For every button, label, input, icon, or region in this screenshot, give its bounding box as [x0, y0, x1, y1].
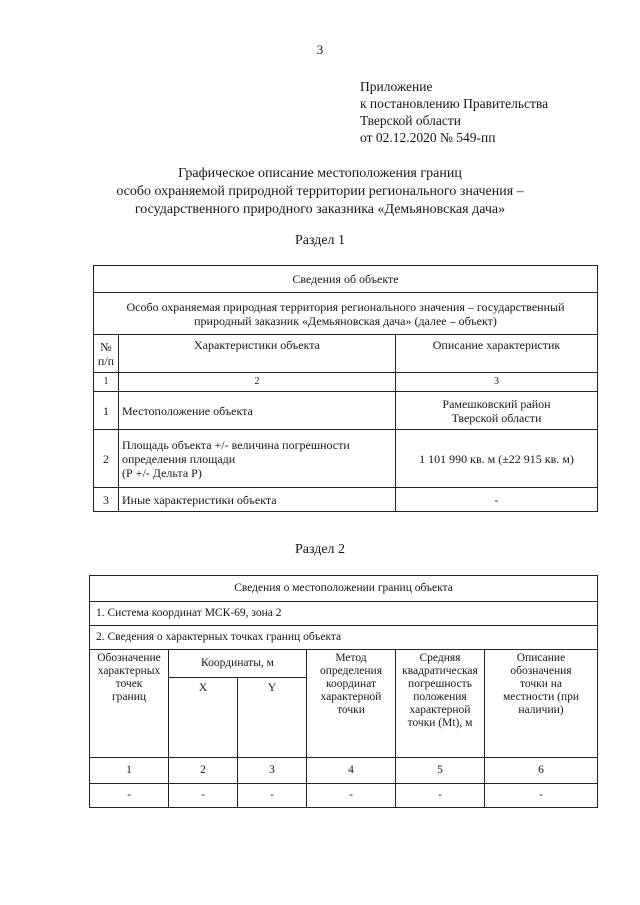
appendix-line: Приложение	[360, 79, 433, 94]
row-characteristic: Местоположение объекта	[119, 392, 396, 430]
dash-cell: -	[485, 784, 598, 808]
col-description-header: Описание характеристик	[396, 335, 598, 373]
row-number: 1	[94, 392, 119, 430]
header-line: характерной	[320, 691, 382, 703]
object-line: Особо охраняемая природная территория регионального значения – государственный	[126, 299, 565, 314]
row-description	[396, 392, 598, 430]
header-line: Описание	[516, 652, 566, 664]
page-number: 3	[316, 42, 324, 57]
dash-cell: -	[90, 784, 169, 808]
appendix-date: от 02.12.2020 № 549-пп	[360, 130, 496, 145]
index-cell: 1	[90, 758, 169, 784]
row-number: 3	[94, 488, 119, 512]
index-cell: 1	[94, 373, 119, 392]
header-line: точки	[337, 704, 365, 716]
index-cell: 2	[119, 373, 396, 392]
title-line: Графическое описание местоположения границ	[178, 166, 462, 181]
table-row	[94, 392, 598, 430]
col-number-label: п/п	[97, 353, 115, 368]
header-line: Обозначение	[97, 652, 161, 664]
header-line: границ	[111, 691, 147, 703]
object-description	[94, 293, 598, 335]
coordinate-system-row: 1. Система координат МСК-69, зона 2	[90, 602, 598, 626]
col-x-header: X	[169, 678, 238, 758]
col-coords-header: Координаты, м	[169, 650, 307, 678]
index-cell: 3	[396, 373, 598, 392]
col-number-header	[94, 335, 119, 373]
row-characteristic-line: определения площади	[122, 451, 236, 466]
table-row	[94, 488, 598, 512]
dash-cell: -	[396, 784, 485, 808]
dash-cell: -	[238, 784, 307, 808]
col-number-label: №	[100, 339, 112, 354]
header-line: точек	[115, 678, 143, 690]
title-line: государственного природного заказника «Демьяновская дача»	[134, 202, 506, 217]
appendix-line: к постановлению Правительства	[360, 96, 549, 111]
dash-cell: -	[307, 784, 396, 808]
table-header: Сведения о местоположении границ объекта	[90, 576, 598, 602]
index-cell: 3	[238, 758, 307, 784]
header-line: положения	[413, 691, 467, 703]
header-line: наличии)	[518, 704, 564, 716]
points-info-row: 2. Сведения о характерных точках границ объекта	[90, 626, 598, 650]
index-cell: 6	[485, 758, 598, 784]
section-2-heading: Раздел 2	[294, 542, 346, 557]
header-line: местности (при	[502, 691, 580, 703]
col-description-header	[485, 650, 598, 758]
document-title	[40, 165, 600, 219]
header-line: точки (Mt), м	[407, 717, 473, 729]
object-line: природный заказник «Демьяновская дача» (далее – объект)	[194, 313, 497, 328]
col-error-header	[396, 650, 485, 758]
header-line: погрешность	[408, 678, 472, 690]
header-line: квадратическая	[402, 665, 478, 677]
title-line: особо охраняемой природной территории регионального значения –	[116, 184, 524, 199]
col-point-header	[90, 650, 169, 758]
row-characteristic	[119, 430, 396, 488]
index-cell: 2	[169, 758, 238, 784]
row-description-line: Тверской области	[451, 410, 542, 425]
object-info-table	[93, 265, 598, 512]
row-characteristic: Иные характеристики объекта	[119, 488, 396, 512]
table-row	[94, 430, 598, 488]
dash-cell: -	[169, 784, 238, 808]
header-line: Средняя	[419, 652, 461, 664]
row-number: 2	[94, 430, 119, 488]
header-line: координат	[325, 678, 377, 690]
header-line: точки на	[520, 678, 562, 690]
appendix-block	[360, 78, 548, 146]
header-line: характерных	[97, 665, 161, 677]
col-method-header	[307, 650, 396, 758]
boundary-info-table	[89, 575, 598, 808]
header-line: характерной	[409, 704, 471, 716]
row-characteristic-line: (Р +/- Дельта Р)	[122, 465, 202, 480]
table-row	[90, 784, 598, 808]
header-line: Метод	[335, 652, 367, 664]
row-description: 1 101 990 кв. м (±22 915 кв. м)	[396, 430, 598, 488]
header-line: обозначения	[510, 665, 572, 677]
index-cell: 4	[307, 758, 396, 784]
index-cell: 5	[396, 758, 485, 784]
col-y-header: Y	[238, 678, 307, 758]
section-1-heading: Раздел 1	[294, 233, 346, 248]
row-description: -	[396, 488, 598, 512]
row-description-line: Рамешковский район	[442, 396, 551, 411]
header-line: определения	[319, 665, 382, 677]
col-characteristics-header: Характеристики объекта	[119, 335, 396, 373]
appendix-line: Тверской области	[360, 113, 461, 128]
table-header: Сведения об объекте	[94, 266, 598, 293]
row-characteristic-line: Площадь объекта +/- величина погрешности	[122, 437, 350, 452]
